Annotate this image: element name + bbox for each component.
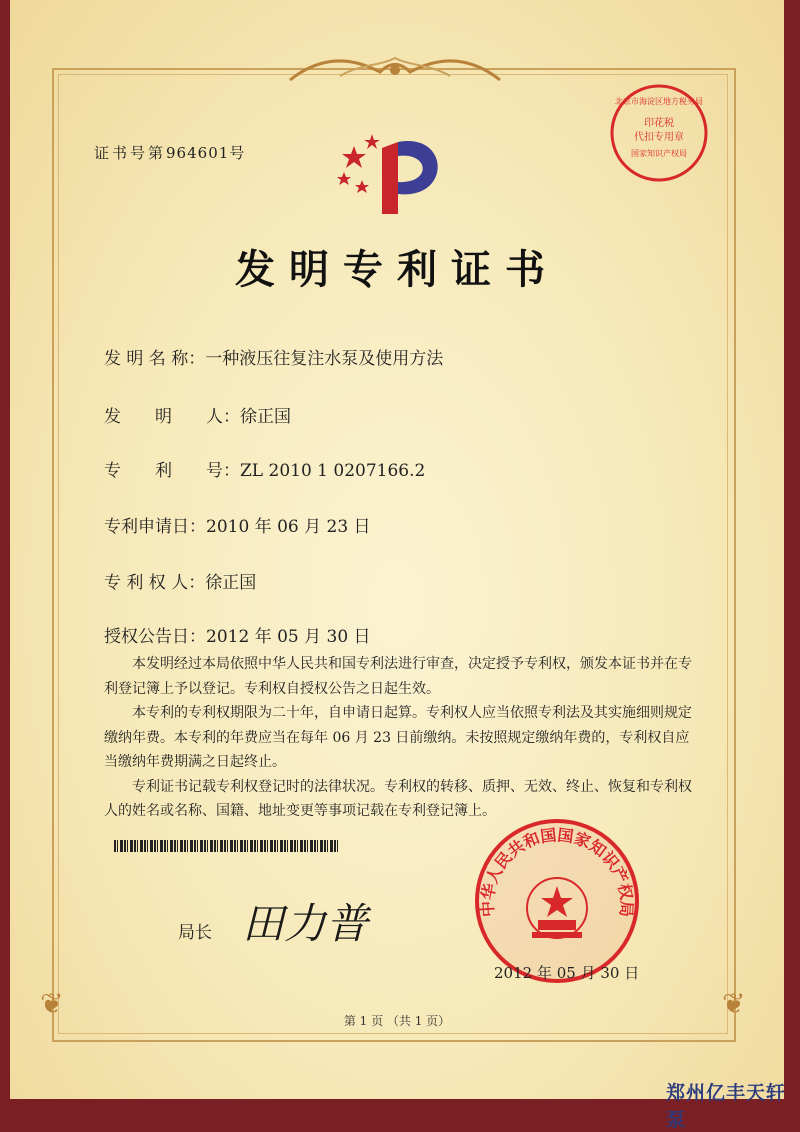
- page-title: 发明专利证书: [235, 246, 559, 293]
- seal-ring-text: 中华人民共和国国家知识产权局: [477, 825, 637, 918]
- patent-number-row: [104, 456, 425, 481]
- patentee-label: 专 利 权 人：: [104, 573, 206, 593]
- body-paragraph: 本专利的专利权期限为二十年，自申请日起算。专利权人应当依照专利法及其实施细则规定缴纳年费。本专利的年费应当在每年 06 月 23 日前缴纳。未按照规定缴纳年费的，专利权自应当缴纳年费期满之日起终止。: [104, 705, 692, 770]
- director-signature: [236, 886, 396, 956]
- tax-stamp-seal: [608, 82, 710, 184]
- patent-number-label: 专 利 号：: [104, 461, 240, 481]
- certificate-body: [104, 652, 694, 824]
- patentee-value: 徐正国: [205, 573, 257, 593]
- filing-date-label: 专利申请日：: [104, 517, 206, 537]
- signature-text: 田力普: [242, 899, 369, 948]
- barcode: [114, 840, 340, 852]
- watermark-text: 郑州亿丰天轩泵: [666, 1082, 787, 1131]
- inventor-value: 徐正国: [240, 407, 291, 427]
- small-seal-inner-2: 代扣专用章: [634, 132, 684, 143]
- grant-date-label: 授权公告日：: [104, 627, 206, 647]
- filing-date-row: [104, 512, 371, 537]
- grant-date-row: [104, 622, 371, 647]
- certificate-number-suffix: 号: [229, 144, 246, 162]
- invention-name-value: 一种液压往复注水泵及使用方法: [205, 349, 444, 369]
- invention-name-row: [104, 344, 443, 369]
- small-seal-inner-1: 印花税: [644, 118, 674, 129]
- invention-name-label: 发 明 名 称：: [104, 349, 206, 369]
- certificate-page: [10, 0, 784, 1099]
- top-ornament-icon: [280, 52, 510, 86]
- inventor-label: 发 明 人：: [104, 407, 240, 427]
- seal-date: 2012 年 05 月 30 日: [494, 964, 640, 982]
- grant-date-value: 2012 年 05 月 30 日: [206, 627, 371, 647]
- small-seal-ring-text: 北京市海淀区地方税务局: [615, 97, 703, 106]
- patent-office-logo-icon: [332, 118, 452, 218]
- body-paragraph: 本发明经过本局依照中华人民共和国专利法进行审查，决定授予专利权，颁发本证书并在专利登记簿上予以登记。专利权自授权公告之日起生效。: [104, 656, 692, 697]
- small-seal-inner-3: 国家知识产权局: [631, 149, 687, 158]
- certificate-number-value: 964601: [166, 144, 230, 162]
- filing-date-value: 2010 年 06 月 23 日: [206, 517, 371, 537]
- patentee-row: [104, 568, 256, 593]
- page-number: 第 1 页 （共 1 页）: [343, 1014, 451, 1028]
- corner-ornament-icon: ❦: [40, 987, 64, 1020]
- director-label: 局长: [178, 923, 212, 943]
- inventor-row: [104, 402, 291, 427]
- state-ip-office-seal: [472, 816, 642, 986]
- patent-number-value: ZL 2010 1 0207166.2: [240, 461, 426, 481]
- corner-ornament-icon: ❦: [722, 987, 746, 1020]
- body-paragraph: 专利证书记载专利权登记时的法律状况。专利权的转移、质押、无效、终止、恢复和专利权人的姓名或名称、国籍、地址变更等事项记载在专利登记簿上。: [104, 778, 692, 819]
- certificate-number-label: 证书号第: [94, 144, 167, 162]
- certificate-number: [94, 142, 245, 163]
